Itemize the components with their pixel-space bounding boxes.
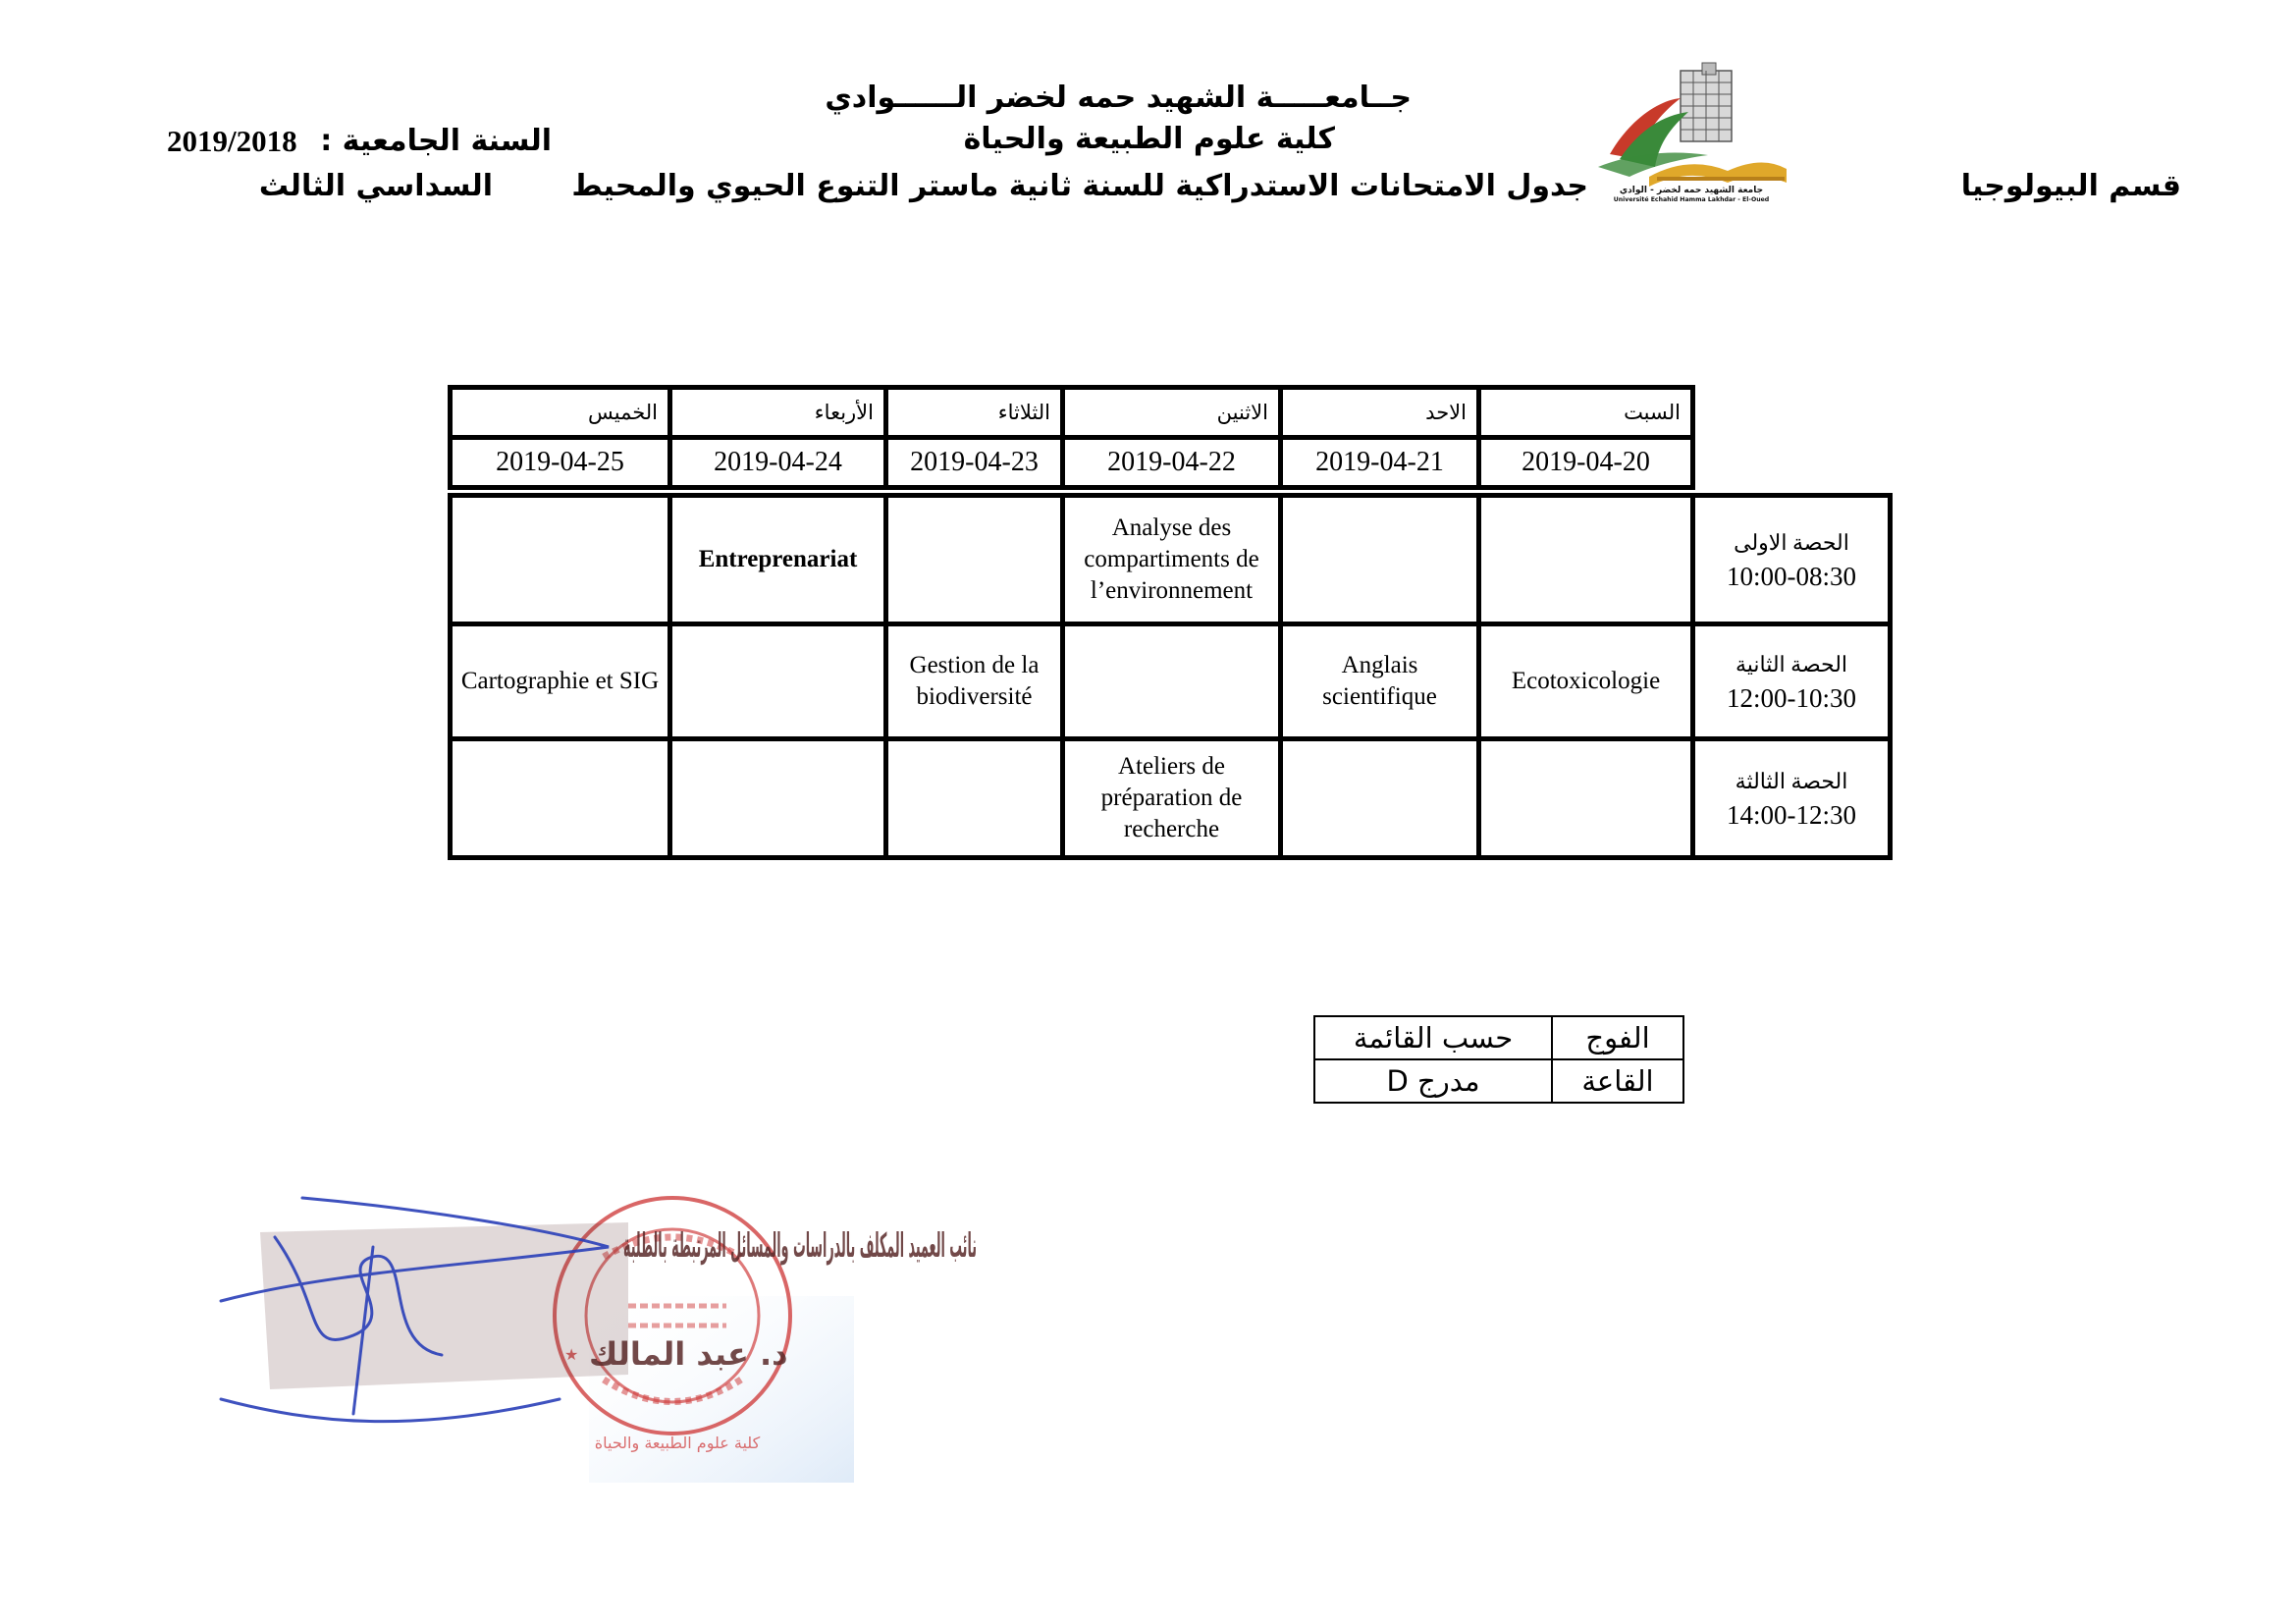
department-name: قسم البيولوجيا xyxy=(1960,169,2181,203)
day-thursday: الخميس xyxy=(451,388,670,438)
days-row xyxy=(451,388,1693,438)
official-stamp-signature xyxy=(216,1188,977,1483)
table-row xyxy=(451,624,1891,739)
date-tuesday: 2019-04-23 xyxy=(886,438,1063,488)
day-sunday: الاحد xyxy=(1281,388,1479,438)
stamp-name-text: د. عبد المالك xyxy=(589,1335,788,1373)
schedule-cell xyxy=(451,739,670,858)
slot-name: الحصة الاولى xyxy=(1734,530,1849,555)
semester-label: السداسي الثالث xyxy=(258,169,493,203)
schedule-cell: Anglais scientifique xyxy=(1281,624,1479,739)
slot-label xyxy=(1693,496,1891,624)
logo-building-icon xyxy=(1681,63,1732,141)
room-value: مدرج D xyxy=(1314,1059,1552,1103)
schedule-cell: Entreprenariat xyxy=(670,496,886,624)
table-row xyxy=(1314,1016,1683,1059)
slot-time: 10:00-08:30 xyxy=(1727,562,1856,591)
slot-label xyxy=(1693,739,1891,858)
schedule-cell xyxy=(1479,739,1693,858)
day-saturday: السبت xyxy=(1479,388,1693,438)
days-header-table xyxy=(448,385,1695,490)
exam-schedule-table xyxy=(448,493,1893,860)
slot-name: الحصة الثانية xyxy=(1735,652,1848,677)
schedule-cell: Ecotoxicologie xyxy=(1479,624,1693,739)
schedule-cell xyxy=(886,496,1063,624)
date-sunday: 2019-04-21 xyxy=(1281,438,1479,488)
schedule-cell xyxy=(1063,624,1281,739)
schedule-cell xyxy=(451,496,670,624)
group-room-table xyxy=(1313,1015,1684,1104)
schedule-cell xyxy=(1281,496,1479,624)
table-row xyxy=(1314,1059,1683,1103)
schedule-cell: Gestion de la biodiversité xyxy=(886,624,1063,739)
schedule-cell: Cartographie et SIG xyxy=(451,624,670,739)
logo-arabic-text: جامعة الشهيد حمه لخضر - الوادي xyxy=(1619,186,1764,195)
exam-title: جدول الامتحانات الاستدراكية للسنة ثانية ماستر التنوع الحيوي والمحيط xyxy=(571,169,1588,203)
slot-time: 12:00-10:30 xyxy=(1727,683,1856,713)
day-tuesday: الثلاثاء xyxy=(886,388,1063,438)
academic-year-value: 2019/2018 xyxy=(167,124,297,158)
university-name: جــامعـــــة الشهيد حمه لخضر الــــــوادي xyxy=(825,81,1412,115)
stamp-official-text: نائب العميد المكلف بالدراسات والمسائل المرتبطة بالطلبة xyxy=(623,1226,977,1266)
dates-row xyxy=(451,438,1693,488)
day-monday: الاثنين xyxy=(1063,388,1281,438)
schedule-cell xyxy=(1281,739,1479,858)
schedule-cell: Analyse des compartiments de l’environnement xyxy=(1063,496,1281,624)
day-wednesday: الأربعاء xyxy=(670,388,886,438)
group-value: حسب القائمة xyxy=(1314,1016,1552,1059)
faculty-name: كلية علوم الطبيعة والحياة xyxy=(963,122,1335,156)
university-logo xyxy=(1590,61,1792,203)
slot-name: الحصة الثالثة xyxy=(1735,769,1848,793)
academic-year-label: السنة الجامعية : xyxy=(320,124,552,158)
svg-text:★: ★ xyxy=(564,1345,579,1364)
schedule-cell xyxy=(886,739,1063,858)
schedule-cell xyxy=(1479,496,1693,624)
date-thursday: 2019-04-25 xyxy=(451,438,670,488)
date-saturday: 2019-04-20 xyxy=(1479,438,1693,488)
table-row xyxy=(451,739,1891,858)
table-row xyxy=(451,496,1891,624)
schedule-cell xyxy=(670,739,886,858)
date-monday: 2019-04-22 xyxy=(1063,438,1281,488)
schedule-cell xyxy=(670,624,886,739)
logo-french-text: Université Echahid Hamma Lakhdar - El-Oued xyxy=(1613,196,1770,203)
seal-text: كلية علوم الطبيعة والحياة xyxy=(594,1434,761,1452)
slot-time: 14:00-12:30 xyxy=(1727,800,1856,830)
group-label: الفوج xyxy=(1552,1016,1683,1059)
room-label: القاعة xyxy=(1552,1059,1683,1103)
slot-label xyxy=(1693,624,1891,739)
schedule-cell: Ateliers de préparation de recherche xyxy=(1063,739,1281,858)
date-wednesday: 2019-04-24 xyxy=(670,438,886,488)
